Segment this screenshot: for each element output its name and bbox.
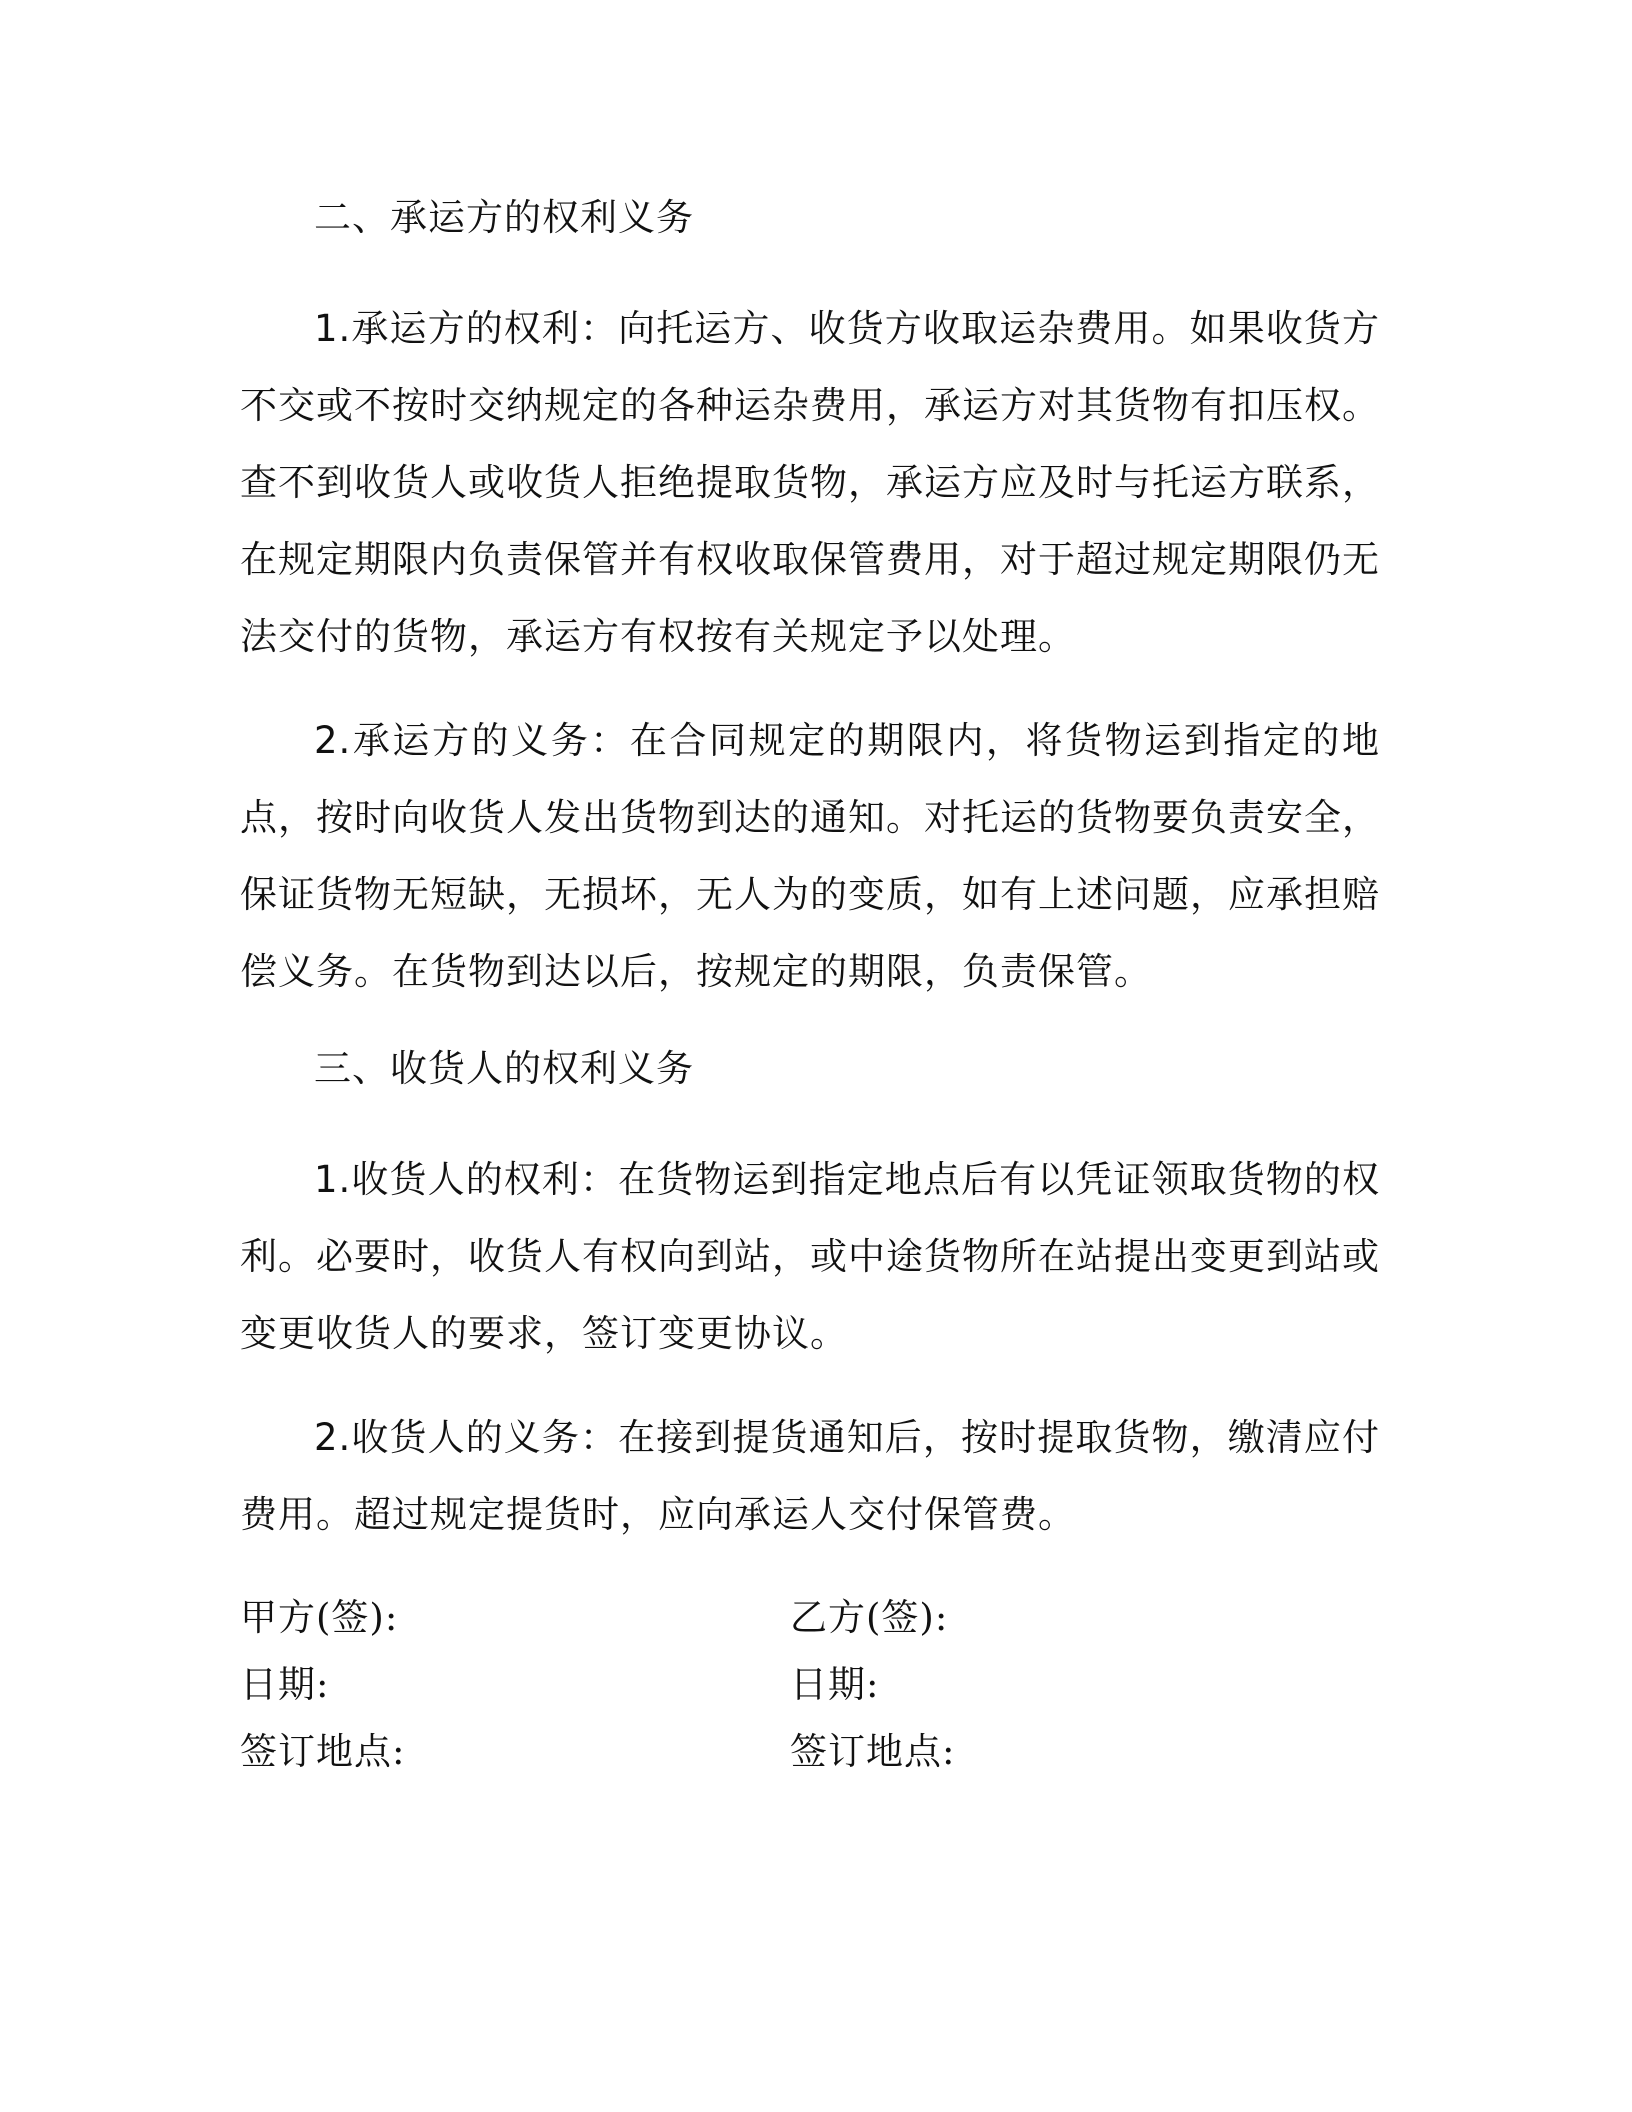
- party-a-place-label: 签订地点:: [240, 1729, 406, 1773]
- signature-block: [240, 1580, 1380, 1781]
- paragraph-consignee-obligations: 2.收货人的义务：在接到提货通知后，按时提取货物，缴清应付费用。超过规定提货时，应向承运人交付保管费。: [240, 1416, 1380, 1536]
- section-heading-carrier: 二、承运方的权利义务: [314, 196, 694, 239]
- party-a-date-label: 日期:: [240, 1662, 330, 1706]
- paragraph-consignee-rights: 1.收货人的权利：在货物运到指定地点后有以凭证领取货物的权利。必要时，收货人有权向到站，或中途货物所在站提出变更到站或变更收货人的要求，签订变更协议。: [240, 1158, 1380, 1355]
- signature-row-date: [240, 1647, 1380, 1714]
- section-heading-consignee: 三、收货人的权利义务: [314, 1047, 694, 1090]
- paragraph-carrier-obligations: 2.承运方的义务：在合同规定的期限内，将货物运到指定的地点，按时向收货人发出货物到达的通知。对托运的货物要负责安全，保证货物无短缺，无损坏，无人为的变质，如有上述问题，应承担赔偿义务。在货物到达以后，按规定的期限，负责保管。: [240, 719, 1380, 993]
- party-b-place-label: 签订地点:: [790, 1729, 956, 1773]
- party-b-date-label: 日期:: [790, 1662, 880, 1706]
- signature-row-sign: [240, 1580, 1380, 1647]
- party-b-sign-label: 乙方(签):: [790, 1595, 949, 1639]
- signature-row-place: [240, 1714, 1380, 1781]
- paragraph-carrier-rights: 1.承运方的权利：向托运方、收货方收取运杂费用。如果收货方不交或不按时交纳规定的各种运杂费用，承运方对其货物有扣压权。查不到收货人或收货人拒绝提取货物，承运方应及时与托运方联系，在规定期限内负责保管并有权收取保管费用，对于超过规定期限仍无法交付的货物，承运方有权按有关规定予以处理。: [240, 307, 1380, 658]
- document-body: [240, 186, 1380, 1580]
- party-a-sign-label: 甲方(签):: [240, 1595, 399, 1639]
